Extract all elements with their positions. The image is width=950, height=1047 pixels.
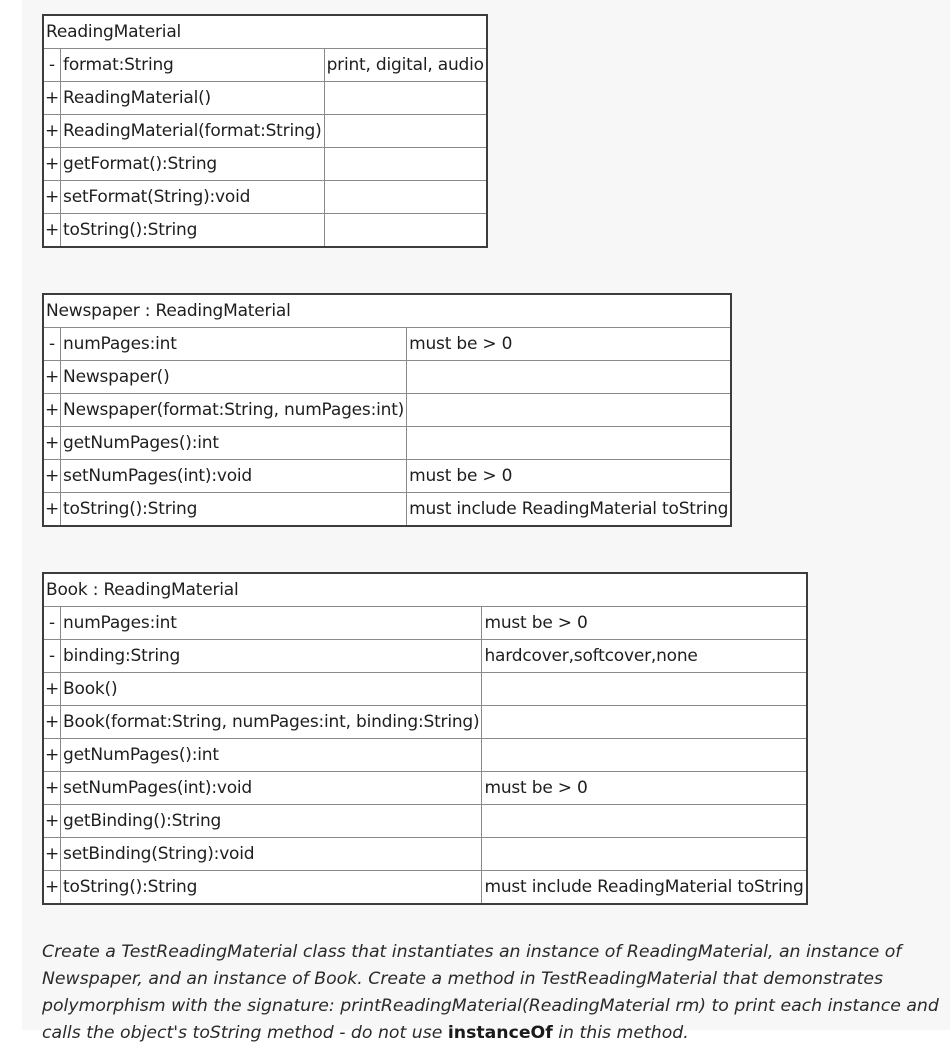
- member-signature: Book(format:String, numPages:int, binding:String): [61, 706, 482, 739]
- member-constraint: [324, 115, 487, 148]
- visibility-marker: +: [43, 460, 61, 493]
- member-constraint: must include ReadingMaterial toString: [407, 493, 732, 527]
- member-signature: numPages:int: [61, 607, 482, 640]
- member-constraint: [407, 361, 732, 394]
- member-signature: ReadingMaterial(): [61, 82, 325, 115]
- member-signature: getBinding():String: [61, 805, 482, 838]
- member-row: [43, 82, 487, 115]
- member-constraint: must include ReadingMaterial toString: [482, 871, 807, 905]
- visibility-marker: +: [43, 115, 61, 148]
- class-title: Book : ReadingMaterial: [43, 573, 807, 607]
- member-signature: setNumPages(int):void: [61, 772, 482, 805]
- instructions-text: Create a TestReadingMaterial class that instantiates an instance of ReadingMaterial, an instance of Newspaper, and an instance of Book. Create a method in TestReadingMaterial that demonstrates polymorphism with the signature: printReadingMaterial(ReadingMaterial rm) to print each instance and calls the object's toString method - do not use: [42, 942, 939, 1044]
- member-signature: setBinding(String):void: [61, 838, 482, 871]
- visibility-marker: -: [43, 328, 61, 361]
- member-row: [43, 328, 731, 361]
- member-constraint: [324, 214, 487, 248]
- member-signature: ReadingMaterial(format:String): [61, 115, 325, 148]
- member-row: [43, 739, 807, 772]
- member-constraint: must be > 0: [407, 460, 732, 493]
- member-constraint: [407, 394, 732, 427]
- member-row: [43, 460, 731, 493]
- member-row: [43, 805, 807, 838]
- member-row: [43, 49, 487, 82]
- visibility-marker: -: [43, 640, 61, 673]
- member-row: [43, 181, 487, 214]
- visibility-marker: +: [43, 214, 61, 248]
- visibility-marker: +: [43, 871, 61, 905]
- member-constraint: [324, 181, 487, 214]
- member-row: [43, 607, 807, 640]
- member-signature: getNumPages():int: [61, 427, 407, 460]
- class-title: Newspaper : ReadingMaterial: [43, 294, 731, 328]
- member-constraint: [482, 838, 807, 871]
- member-signature: Newspaper(): [61, 361, 407, 394]
- member-row: [43, 214, 487, 248]
- member-row: [43, 394, 731, 427]
- member-signature: getNumPages():int: [61, 739, 482, 772]
- visibility-marker: +: [43, 772, 61, 805]
- member-signature: toString():String: [61, 493, 407, 527]
- member-constraint: [407, 427, 732, 460]
- instanceof-keyword: instanceOf: [447, 1023, 553, 1044]
- visibility-marker: +: [43, 148, 61, 181]
- member-signature: setFormat(String):void: [61, 181, 325, 214]
- member-constraint: [482, 805, 807, 838]
- member-row: [43, 673, 807, 706]
- member-row: [43, 361, 731, 394]
- member-row: [43, 871, 807, 905]
- member-row: [43, 115, 487, 148]
- instructions-paragraph: [42, 939, 942, 1047]
- visibility-marker: +: [43, 427, 61, 460]
- member-signature: Newspaper(format:String, numPages:int): [61, 394, 407, 427]
- member-row: [43, 148, 487, 181]
- member-row: [43, 838, 807, 871]
- member-constraint: must be > 0: [482, 607, 807, 640]
- visibility-marker: +: [43, 394, 61, 427]
- member-signature: setNumPages(int):void: [61, 460, 407, 493]
- member-constraint: print, digital, audio: [324, 49, 487, 82]
- member-signature: getFormat():String: [61, 148, 325, 181]
- visibility-marker: +: [43, 838, 61, 871]
- visibility-marker: -: [43, 49, 61, 82]
- member-constraint: [482, 739, 807, 772]
- member-row: [43, 427, 731, 460]
- visibility-marker: +: [43, 361, 61, 394]
- member-constraint: [482, 706, 807, 739]
- visibility-marker: +: [43, 805, 61, 838]
- member-signature: toString():String: [61, 214, 325, 248]
- member-row: [43, 493, 731, 527]
- member-constraint: must be > 0: [482, 772, 807, 805]
- visibility-marker: +: [43, 673, 61, 706]
- member-constraint: must be > 0: [407, 328, 732, 361]
- member-signature: toString():String: [61, 871, 482, 905]
- visibility-marker: +: [43, 706, 61, 739]
- visibility-marker: +: [43, 739, 61, 772]
- class-readingmaterial: [42, 14, 488, 248]
- class-title: ReadingMaterial: [43, 15, 487, 49]
- visibility-marker: +: [43, 181, 61, 214]
- member-row: [43, 640, 807, 673]
- member-signature: numPages:int: [61, 328, 407, 361]
- member-constraint: [324, 82, 487, 115]
- member-signature: binding:String: [61, 640, 482, 673]
- class-newspaper: [42, 293, 732, 527]
- visibility-marker: +: [43, 493, 61, 527]
- visibility-marker: -: [43, 607, 61, 640]
- member-signature: format:String: [61, 49, 325, 82]
- member-signature: Book(): [61, 673, 482, 706]
- member-row: [43, 706, 807, 739]
- visibility-marker: +: [43, 82, 61, 115]
- member-constraint: hardcover,softcover,none: [482, 640, 807, 673]
- member-constraint: [324, 148, 487, 181]
- member-row: [43, 772, 807, 805]
- member-constraint: [482, 673, 807, 706]
- class-book: [42, 572, 808, 905]
- instructions-text-end: in this method.: [552, 1023, 689, 1044]
